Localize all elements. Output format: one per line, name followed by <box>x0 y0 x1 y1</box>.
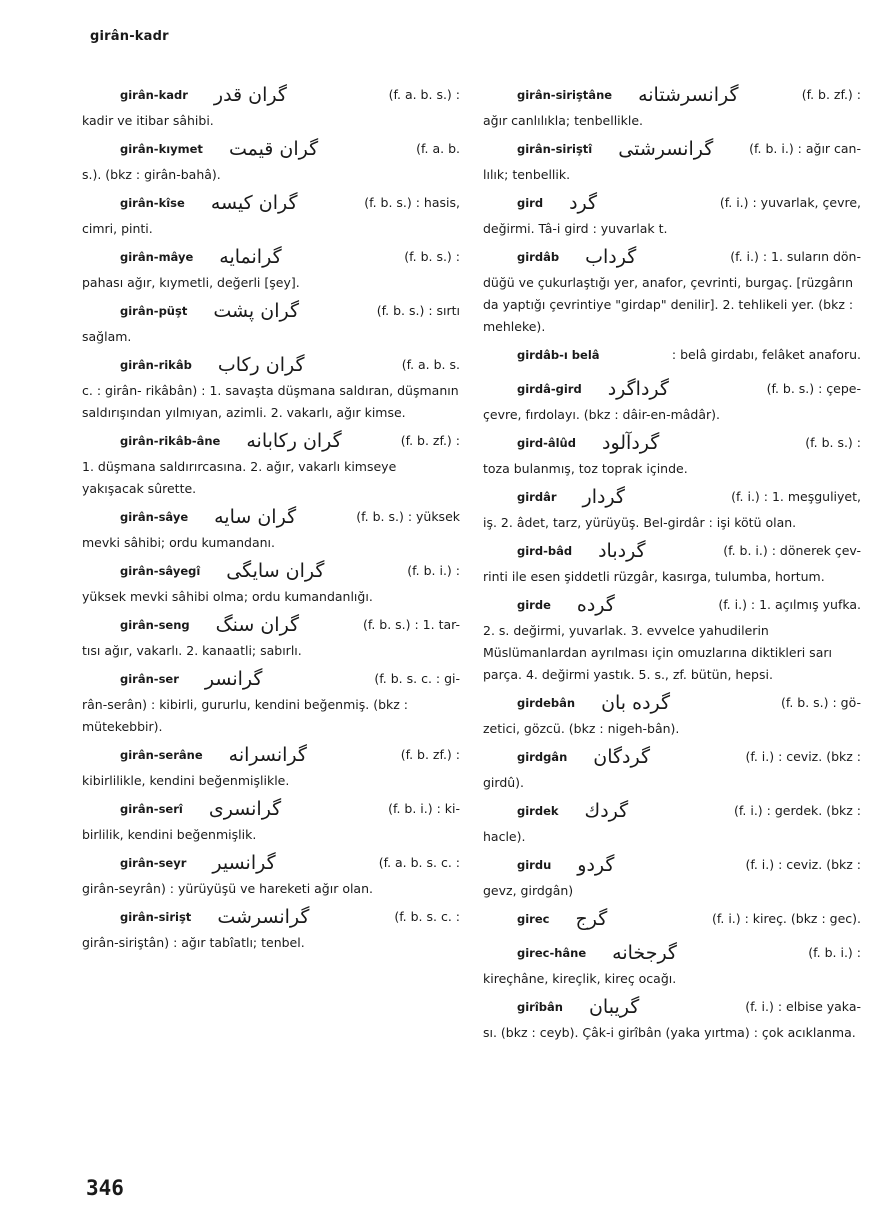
entry-head-line <box>82 424 460 458</box>
arabic-script: گرانسیر <box>212 852 276 874</box>
dictionary-entry <box>483 534 861 588</box>
headword: girân-ser <box>120 672 179 686</box>
arabic-script: گرانسرشت <box>217 906 310 928</box>
entry-head-line <box>82 294 460 328</box>
definition: zetici, gözcü. (bkz : nigeh-bân). <box>483 721 680 736</box>
definition: mevki sâhibi; ordu kumandanı. <box>82 535 276 550</box>
entry-head-line <box>82 554 460 588</box>
entry-head-line <box>82 738 460 772</box>
entry-head-line <box>483 132 861 166</box>
grammar-note: (f. b. s.) : çepe- <box>766 381 861 396</box>
dictionary-entry <box>483 426 861 480</box>
entry-head-left <box>82 354 305 376</box>
entry-head-left <box>82 246 282 268</box>
definition: cimri, pinti. <box>82 221 153 236</box>
arabic-script: گردآلود <box>601 432 660 454</box>
entry-head-left <box>483 942 677 964</box>
definition: birlilik, kendini beğenmişlik. <box>82 827 257 842</box>
entry-head-left <box>483 432 659 454</box>
arabic-script: گرانسر <box>204 668 263 690</box>
entry-head-line <box>483 936 861 970</box>
grammar-note: (f. b. i.) : ağır can- <box>749 141 861 156</box>
grammar-note: (f. b. i.) : dönerek çev- <box>723 543 861 558</box>
definition: yüksek mevki sâhibi olma; ordu kumandanlığı. <box>82 589 373 604</box>
dictionary-entry <box>82 608 460 662</box>
dictionary-entry <box>82 132 460 186</box>
headword: girdâ-gird <box>517 382 582 396</box>
definition: girân-seyrân) : yürüyüşü ve hareketi ağır olan. <box>82 881 373 896</box>
grammar-note: (f. b. s.) : gö- <box>780 695 861 710</box>
grammar-note: (f. b. i.) : <box>407 563 460 578</box>
headword: girde <box>517 598 551 612</box>
entry-head-line <box>483 480 861 514</box>
dictionary-entry <box>483 480 861 534</box>
entry-head-line <box>82 240 460 274</box>
headword: girdâb <box>517 250 560 264</box>
dictionary-entry <box>82 348 460 424</box>
arabic-script: گران قدر <box>213 84 287 106</box>
definition: düğü ve çukurlaştığı yer, anafor, çevrinti, burgaç. [rüzgârın da yaptığı çevrintiye "girdap" denilir]. 2. tehlikeli yer. (bkz : mehleke). <box>483 275 854 334</box>
entry-head-line <box>483 588 861 622</box>
entry-head-left <box>82 506 296 528</box>
entry-head-line <box>483 534 861 568</box>
definition: iş. 2. âdet, tarz, yürüyüş. Bel-girdâr : işi kötü olan. <box>483 515 797 530</box>
dictionary-entry <box>483 338 861 372</box>
dictionary-entry <box>82 294 460 348</box>
arabic-script: گرج <box>575 908 608 930</box>
entry-head-line <box>483 372 861 406</box>
entry-head-line <box>82 846 460 880</box>
entry-head-left <box>82 84 287 106</box>
headword: girdâr <box>517 490 557 504</box>
definition: rinti ile esen şiddetli rüzgâr, kasırga, tulumba, hortum. <box>483 569 825 584</box>
headword: girîbân <box>517 1000 563 1014</box>
entry-head-left <box>82 430 342 452</box>
definition: pahası ağır, kıymetli, değerli [şey]. <box>82 275 300 290</box>
entry-head-left <box>82 614 299 636</box>
arabic-script: گران کیسه <box>210 192 298 214</box>
headword: girân-sirişt <box>120 910 192 924</box>
dictionary-entry <box>483 848 861 902</box>
entry-head-line <box>483 990 861 1024</box>
definition: rân-serân) : kibirli, gururlu, kendini beğenmiş. (bkz : mütekebbir). <box>82 697 409 734</box>
grammar-note: (f. b. s.) : hasis, <box>364 195 460 210</box>
dictionary-entry <box>483 186 861 240</box>
arabic-script: گران سایگی <box>226 560 325 582</box>
arabic-script: گرانسرشتانه <box>638 84 739 106</box>
headword: girdu <box>517 858 552 872</box>
headword: girân-serâne <box>120 748 203 762</box>
arabic-script: گردباد <box>598 540 646 562</box>
headword: girân-kîse <box>120 196 185 210</box>
grammar-note: (f. b. s.) : <box>404 249 460 264</box>
entry-head-left <box>82 192 298 214</box>
definition: ağır canlılıkla; tenbellikle. <box>483 113 644 128</box>
entry-head-line <box>483 794 861 828</box>
entry-head-line <box>82 608 460 642</box>
headword: gird <box>517 196 544 210</box>
headword: girân-püşt <box>120 304 188 318</box>
headword: girân-rikâb-âne <box>120 434 221 448</box>
headword: girdek <box>517 804 559 818</box>
entry-head-left <box>483 192 597 214</box>
entry-head-left <box>483 800 628 822</box>
dictionary-entry <box>82 738 460 792</box>
arabic-script: گرداب <box>585 246 637 268</box>
grammar-note: : belâ girdabı, felâket anaforu. <box>671 347 861 362</box>
arabic-script: گردو <box>577 854 615 876</box>
arabic-script: گرانمایه <box>219 246 282 268</box>
definition: kireçhâne, kireçlik, kireç ocağı. <box>483 971 677 986</box>
definition: değirmi. Tâ-i gird : yuvarlak t. <box>483 221 668 236</box>
definition: c. : girân- rikâbân) : 1. savaşta düşmana saldıran, düşmanın saldırışından yılmıyan, azimli. 2. vakarlı, ağır kimse. <box>82 383 459 420</box>
grammar-note: (f. b. s.) : yüksek <box>356 509 460 524</box>
entry-head-line <box>82 792 460 826</box>
definition: hacle). <box>483 829 526 844</box>
left-column <box>82 78 460 954</box>
dictionary-entry <box>483 740 861 794</box>
arabic-script: گرده بان <box>601 692 671 714</box>
headword: girân-sâye <box>120 510 189 524</box>
headword: girân-kıymet <box>120 142 203 156</box>
definition: toza bulanmış, toz toprak içinde. <box>483 461 688 476</box>
grammar-note: (f. b. s.) : sırtı <box>376 303 460 318</box>
entry-head-left <box>82 798 281 820</box>
grammar-note: (f. b. i.) : <box>808 945 861 960</box>
arabic-script: گرداگرد <box>607 378 669 400</box>
arabic-script: گرانسرانه <box>228 744 307 766</box>
dictionary-entry <box>483 686 861 740</box>
entry-head-line <box>82 900 460 934</box>
grammar-note: (f. i.) : gerdek. (bkz : <box>734 803 861 818</box>
dictionary-entry <box>82 900 460 954</box>
grammar-note: (f. i.) : kireç. (bkz : gec). <box>712 911 861 926</box>
definition: gevz, girdgân) <box>483 883 574 898</box>
grammar-note: (f. i.) : 1. suların dön- <box>730 249 861 264</box>
dictionary-entry <box>483 132 861 186</box>
page-number: 346 <box>86 1176 124 1200</box>
grammar-note: (f. i.) : ceviz. (bkz : <box>745 857 861 872</box>
grammar-note: (f. a. b. <box>416 141 460 156</box>
entry-head-line <box>483 240 861 274</box>
dictionary-entry <box>483 372 861 426</box>
grammar-note: (f. b. s. c. : gi- <box>374 671 460 686</box>
arabic-script: گران سایه <box>214 506 297 528</box>
running-header: girân-kadr <box>90 29 169 44</box>
definition: s.). (bkz : girân-bahâ). <box>82 167 221 182</box>
dictionary-entry <box>483 588 861 686</box>
headword: girec <box>517 912 550 926</box>
headword: girdgân <box>517 750 568 764</box>
arabic-script: گردار <box>582 486 625 508</box>
headword: girân-siriştî <box>517 142 593 156</box>
grammar-note: (f. b. s. c. : <box>394 909 460 924</box>
grammar-note: (f. a. b. s. <box>401 357 460 372</box>
entry-head-left <box>82 300 299 322</box>
arabic-script: گریبان <box>588 996 640 1018</box>
grammar-note: (f. b. zf.) : <box>400 747 460 762</box>
headword: girân-sâyegî <box>120 564 201 578</box>
dictionary-entry <box>82 240 460 294</box>
headword: girân-seng <box>120 618 190 632</box>
definition: girdû). <box>483 775 525 790</box>
grammar-note: (f. a. b. s.) : <box>388 87 460 102</box>
entry-head-left <box>483 854 614 876</box>
headword: girân-serî <box>120 802 183 816</box>
arabic-script: گرانسرشتی <box>618 138 714 160</box>
entry-head-line <box>82 186 460 220</box>
entry-head-line <box>82 348 460 382</box>
grammar-note: (f. i.) : ceviz. (bkz : <box>745 749 861 764</box>
definition: lılık; tenbellik. <box>483 167 571 182</box>
dictionary-entry <box>82 424 460 500</box>
entry-head-left <box>82 852 276 874</box>
entry-head-line <box>82 500 460 534</box>
entry-head-left <box>483 996 639 1018</box>
dictionary-entry <box>82 846 460 900</box>
entry-head-left <box>483 378 669 400</box>
headword: girân-mâye <box>120 250 194 264</box>
dictionary-entry <box>483 936 861 990</box>
headword: girân-seyr <box>120 856 187 870</box>
arabic-script: گرانسری <box>208 798 282 820</box>
arabic-script: گرده <box>576 594 615 616</box>
entry-head-left <box>82 744 307 766</box>
grammar-note: (f. b. zf.) : <box>400 433 460 448</box>
definition: sağlam. <box>82 329 132 344</box>
arabic-script: گردگان <box>593 746 651 768</box>
grammar-note: (f. i.) : elbise yaka- <box>745 999 861 1014</box>
headword: gird-âlûd <box>517 436 576 450</box>
entry-head-left <box>483 84 739 106</box>
arabic-script: گرجخانه <box>612 942 677 964</box>
arabic-script: گران رکابانه <box>246 430 342 452</box>
arabic-script: گرد <box>569 192 598 214</box>
definition: 2. s. değirmi, yuvarlak. 3. evvelce yahudilerin Müslümanlardan ayrılması için omuzlarına diktikleri sarı parça. 4. değirmi yastık. 5. s., zf. bütün, hepsi. <box>483 623 832 682</box>
entry-head-line <box>82 78 460 112</box>
arabic-script: گردك <box>584 800 629 822</box>
dictionary-entry <box>82 186 460 240</box>
entry-head-left <box>82 138 318 160</box>
grammar-note: (f. i.) : 1. açılmış yufka. <box>718 597 861 612</box>
definition: çevre, fırdolayı. (bkz : dâir-en-mâdâr). <box>483 407 721 422</box>
headword: girân-siriştâne <box>517 88 613 102</box>
grammar-note: (f. b. s.) : <box>805 435 861 450</box>
headword: gird-bâd <box>517 544 573 558</box>
entry-head-left <box>483 594 615 616</box>
entry-head-left <box>483 486 625 508</box>
entry-head-line <box>483 848 861 882</box>
entry-head-left <box>82 668 262 690</box>
definition: 1. düşmana saldırırcasına. 2. ağır, vakarlı kimseye yakışacak sûrette. <box>82 459 397 496</box>
entry-head-left <box>82 560 324 582</box>
arabic-script: گران رکاب <box>217 354 305 376</box>
dictionary-entry <box>82 500 460 554</box>
arabic-script: گران سنگ <box>215 614 300 636</box>
entry-head-line <box>483 338 861 372</box>
headword: girân-rikâb <box>120 358 192 372</box>
entry-head-left <box>483 246 636 268</box>
definition: kadir ve itibar sâhibi. <box>82 113 214 128</box>
entry-head-line <box>82 132 460 166</box>
headword: girdâb-ı belâ <box>517 348 600 362</box>
entry-head-left <box>82 906 309 928</box>
dictionary-entry <box>483 990 861 1044</box>
definition: tısı ağır, vakarlı. 2. kanaatli; sabırlı. <box>82 643 302 658</box>
grammar-note: (f. b. i.) : ki- <box>388 801 460 816</box>
arabic-script: گران قیمت <box>228 138 319 160</box>
grammar-note: (f. b. zf.) : <box>801 87 861 102</box>
headword: girec-hâne <box>517 946 587 960</box>
definition: kibirlilikle, kendini beğenmişlikle. <box>82 773 290 788</box>
entry-head-line <box>82 662 460 696</box>
entry-head-line <box>483 426 861 460</box>
entry-head-line <box>483 686 861 720</box>
grammar-note: (f. b. s.) : 1. tar- <box>362 617 460 632</box>
entry-head-line <box>483 902 861 936</box>
dictionary-entry <box>483 240 861 338</box>
definition: girân-siriştân) : ağır tabîatlı; tenbel. <box>82 935 305 950</box>
entry-head-line <box>483 740 861 774</box>
grammar-note: (f. a. b. s. c. : <box>378 855 460 870</box>
entry-head-left <box>483 540 646 562</box>
dictionary-entry <box>82 792 460 846</box>
dictionary-entry <box>483 902 861 936</box>
definition: sı. (bkz : ceyb). Çâk-i girîbân (yaka yırtma) : çok acıklanma. <box>483 1025 856 1040</box>
arabic-script: گران پشت <box>213 300 300 322</box>
entry-head-left <box>483 692 670 714</box>
entry-head-line <box>483 186 861 220</box>
dictionary-entry <box>483 78 861 132</box>
grammar-note: (f. i.) : 1. meşguliyet, <box>731 489 861 504</box>
dictionary-entry <box>483 794 861 848</box>
entry-head-left <box>483 746 650 768</box>
entry-head-left <box>483 908 607 930</box>
entry-head-left <box>483 344 600 366</box>
entry-head-line <box>483 78 861 112</box>
headword: girân-kadr <box>120 88 188 102</box>
entry-head-left <box>483 138 713 160</box>
right-column <box>483 78 861 1044</box>
dictionary-entry <box>82 78 460 132</box>
headword: girdebân <box>517 696 576 710</box>
dictionary-entry <box>82 662 460 738</box>
dictionary-entry <box>82 554 460 608</box>
grammar-note: (f. i.) : yuvarlak, çevre, <box>719 195 861 210</box>
